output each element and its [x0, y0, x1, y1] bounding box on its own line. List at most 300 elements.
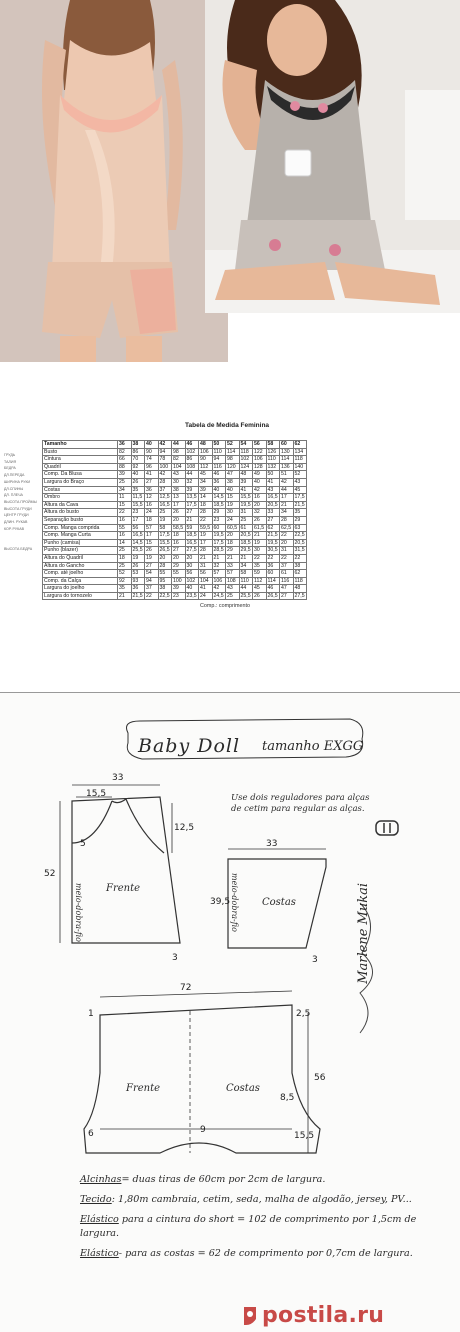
table-cell: 38: [158, 585, 172, 593]
table-cell: 33: [266, 509, 280, 517]
table-cell: 19: [253, 539, 267, 547]
table-cell: 106: [253, 456, 267, 464]
dim-crotch: 8,5: [280, 1093, 295, 1103]
table-cell: 16: [172, 539, 186, 547]
signature: Marlene Mukai: [356, 883, 371, 984]
side-label: ГРУДЬ: [4, 453, 16, 457]
table-cell: 18: [199, 501, 213, 509]
table-cell: 15: [145, 539, 159, 547]
size-header: 46: [185, 441, 199, 449]
side-label: ТАЛИЯ: [4, 459, 17, 464]
table-cell: 134: [293, 448, 307, 456]
table-cell: 21,5: [267, 532, 278, 539]
table-cell: 23: [131, 509, 145, 517]
table-cell: 23,5: [186, 592, 197, 599]
table-cell: 95: [158, 577, 172, 585]
size-header: 62: [293, 441, 307, 449]
header-label: Tamanho: [43, 441, 118, 449]
table-cell: 44: [185, 471, 199, 479]
table-cell: 31: [199, 562, 213, 570]
table-cell: 26,5: [267, 592, 278, 599]
table-cell: 55: [118, 524, 132, 532]
table-cell: 37: [145, 585, 159, 593]
table-cell: 61: [239, 524, 253, 532]
table-cell: 51: [280, 471, 294, 479]
table-cell: 36: [145, 486, 159, 494]
table-row: [43, 592, 307, 600]
satin-babydoll-photo: [0, 0, 228, 362]
table-cell: 16,5: [132, 532, 143, 539]
table-cell: 102: [239, 456, 253, 464]
table-cell: 52: [118, 570, 132, 578]
table-cell: 128: [253, 463, 267, 471]
row-label: Altura do Gancho: [43, 562, 118, 570]
table-cell: 42: [280, 478, 294, 486]
table-cell: 40: [212, 486, 226, 494]
satin-model-illustration: [0, 0, 228, 362]
table-cell: 30,5: [267, 547, 278, 554]
table-row: [43, 471, 307, 479]
table-cell: 42: [212, 585, 226, 593]
table-cell: 35: [131, 486, 145, 494]
table-cell: 20: [226, 532, 240, 540]
table-cell: 94: [145, 577, 159, 585]
front-fold-label: meio-dobra-fio: [74, 883, 83, 942]
size-header: 58: [266, 441, 280, 449]
table-cell: 39: [185, 486, 199, 494]
table-cell: 88: [118, 463, 132, 471]
table-cell: 20: [185, 554, 199, 562]
size-table: [42, 440, 307, 600]
side-label: [4, 539, 37, 546]
table-cell: 24: [226, 516, 240, 524]
table-cell: 140: [293, 463, 307, 471]
table-cell: 16: [253, 494, 267, 502]
table-cell: 43: [226, 585, 240, 593]
table-cell: 29,5: [240, 547, 251, 554]
table-cell: 25,5: [240, 592, 251, 599]
table-cell: 59,5: [200, 524, 211, 531]
row-label: Punho (blazer): [43, 547, 118, 555]
table-cell: 14: [199, 494, 213, 502]
row-label: Cintura: [43, 456, 118, 464]
table-cell: 38: [293, 562, 307, 570]
table-cell: 30: [185, 562, 199, 570]
table-cell: 60: [266, 570, 280, 578]
size-header: 52: [226, 441, 240, 449]
table-cell: 37: [158, 486, 172, 494]
table-cell: 44: [239, 585, 253, 593]
table-cell: 21: [199, 554, 213, 562]
row-label: Separação busto: [43, 516, 118, 524]
table-cell: 120: [226, 463, 240, 471]
size-header: 50: [212, 441, 226, 449]
table-cell: 26: [253, 516, 267, 524]
table-cell: 47: [226, 471, 240, 479]
table-cell: 28,5: [213, 547, 224, 554]
table-cell: 114: [226, 448, 240, 456]
grey-pajama-photo: [205, 0, 460, 313]
table-cell: 57: [145, 524, 159, 532]
pajama-model-illustration: [205, 0, 460, 313]
table-row: [43, 524, 307, 532]
table-cell: 33: [226, 562, 240, 570]
row-label: Largura do joelho: [43, 585, 118, 593]
table-cell: 31: [280, 547, 294, 555]
pattern-size: tamanho EXGG: [262, 739, 364, 754]
table-cell: 40: [226, 486, 240, 494]
shorts-front-label: Frente: [126, 1083, 161, 1094]
table-cell: 17: [280, 494, 294, 502]
table-cell: 94: [212, 456, 226, 464]
table-cell: 46: [266, 585, 280, 593]
table-cell: 17: [199, 539, 213, 547]
table-cell: 19,5: [240, 501, 251, 508]
table-cell: 34: [118, 486, 132, 494]
side-label: ВЫСОТА ГРУДИ: [4, 506, 32, 511]
dim-drop: 5: [80, 839, 86, 849]
table-cell: 96: [145, 463, 159, 471]
table-cell: 126: [266, 448, 280, 456]
table-cell: 27: [145, 562, 159, 570]
table-cell: 92: [131, 463, 145, 471]
table-cell: 78: [158, 456, 172, 464]
back-top-label: Costas: [262, 897, 296, 908]
table-cell: 29: [172, 562, 186, 570]
table-cell: 14,5: [132, 539, 143, 546]
table-row: [43, 532, 307, 540]
table-row: [43, 570, 307, 578]
table-cell: 25: [118, 547, 132, 555]
table-cell: 55: [158, 570, 172, 578]
table-cell: 118: [293, 577, 307, 585]
table-cell: 56: [185, 570, 199, 578]
table-cell: 60,5: [227, 524, 238, 531]
row-label: Largura do tornozelo: [43, 592, 118, 600]
table-cell: 38: [226, 478, 240, 486]
table-cell: 23: [212, 516, 226, 524]
table-cell: 28: [199, 547, 213, 555]
row-label: Comp. Da Blusa: [43, 471, 118, 479]
table-cell: 104: [172, 463, 186, 471]
table-cell: 136: [280, 463, 294, 471]
table-cell: 22,5: [294, 532, 305, 539]
table-cell: 106: [212, 577, 226, 585]
table-cell: 19,5: [213, 532, 224, 539]
regulator-note: Use dois reguladores para alças de cetim para regular as alças.: [231, 793, 370, 814]
table-cell: 35: [293, 509, 307, 517]
dim-front-height: 52: [44, 869, 56, 879]
table-cell: 29: [212, 509, 226, 517]
table-cell: 24: [199, 592, 213, 600]
table-cell: 108: [185, 463, 199, 471]
table-cell: 27,5: [186, 547, 197, 554]
table-cell: 34: [239, 562, 253, 570]
side-label: ЦЕНТР ГРУДИ: [4, 513, 29, 518]
table-row: [43, 478, 307, 486]
table-cell: 20,5: [267, 501, 278, 508]
table-row: [43, 554, 307, 562]
row-label: Altura do busto: [43, 509, 118, 517]
table-cell: 29: [226, 547, 240, 555]
table-row: [43, 448, 307, 456]
table-cell: 24,5: [213, 592, 224, 599]
table-cell: 11,5: [131, 494, 145, 502]
table-cell: 22: [280, 532, 294, 540]
table-cell: 13: [172, 494, 186, 502]
dim-strap: 12,5: [174, 823, 195, 833]
back-fold-label: meio-dobra-fio: [230, 873, 239, 932]
table-cell: 43: [172, 471, 186, 479]
note-fabric: Tecido: 1,80m cambraia, cetim, seda, malha de algodão, jersey, PV...: [80, 1194, 412, 1205]
table-cell: 30: [253, 547, 267, 555]
table-cell: 110: [266, 456, 280, 464]
postila-logo-icon: [240, 1305, 260, 1327]
side-label: ДЛ.СПИНЫ: [4, 486, 24, 491]
table-row: [43, 516, 307, 524]
table-cell: 16,5: [267, 494, 278, 501]
table-cell: 27: [266, 516, 280, 524]
table-cell: 98: [172, 448, 186, 456]
table-cell: 18,5: [213, 501, 224, 508]
table-cell: 57: [212, 570, 226, 578]
size-header: 54: [239, 441, 253, 449]
table-cell: 23: [172, 592, 186, 600]
table-cell: 122: [253, 448, 267, 456]
table-cell: 28: [199, 509, 213, 517]
row-label: Quadril: [43, 463, 118, 471]
table-cell: 15,5: [159, 539, 170, 546]
table-cell: 92: [118, 577, 132, 585]
table-cell: 40: [131, 471, 145, 479]
table-cell: 36: [266, 562, 280, 570]
size-header: 44: [172, 441, 186, 449]
table-cell: 14,5: [213, 494, 224, 501]
size-header: 40: [145, 441, 159, 449]
table-cell: 26: [253, 592, 267, 600]
row-label: Altura do Quadril: [43, 554, 118, 562]
table-row: [43, 486, 307, 494]
dim-back-hem: 3: [312, 955, 318, 965]
size-header: 60: [280, 441, 294, 449]
table-cell: 53: [131, 570, 145, 578]
shorts-back-label: Costas: [226, 1083, 260, 1094]
table-cell: 55: [172, 570, 186, 578]
note-elastic-back: Elástico- para as costas = 62 de comprimento por 0,7cm de largura.: [80, 1248, 413, 1259]
dim-waist-rise: 2,5: [296, 1009, 311, 1019]
row-label: Altura da Cava: [43, 501, 118, 509]
table-cell: 86: [131, 448, 145, 456]
table-cell: 104: [199, 577, 213, 585]
dim-front-hem: 3: [172, 953, 178, 963]
size-header: 36: [118, 441, 132, 449]
table-cell: 57: [226, 570, 240, 578]
table-cell: 21: [212, 554, 226, 562]
table-cell: 112: [199, 463, 213, 471]
table-cell: 48: [239, 471, 253, 479]
table-cell: 27,5: [294, 592, 305, 599]
table-cell: 32: [212, 562, 226, 570]
table-cell: 14: [118, 539, 132, 547]
table-cell: 16,5: [159, 501, 170, 508]
table-cell: 58: [158, 524, 172, 532]
table-cell: 114: [280, 456, 294, 464]
table-cell: 102: [185, 577, 199, 585]
table-cell: 106: [199, 448, 213, 456]
table-cell: 20: [280, 539, 294, 547]
dim-crotch-width: 15,5: [294, 1131, 315, 1141]
table-cell: 93: [131, 577, 145, 585]
table-cell: 40: [253, 478, 267, 486]
pattern-title: Baby Doll: [138, 735, 241, 757]
table-cell: 22: [266, 554, 280, 562]
table-cell: 61,5: [254, 524, 265, 531]
russian-side-labels: [4, 452, 37, 553]
table-cell: 18: [145, 516, 159, 524]
table-cell: 16: [118, 532, 132, 540]
table-cell: 25,5: [132, 547, 143, 554]
table-cell: 45: [253, 585, 267, 593]
table-cell: 25: [118, 562, 132, 570]
table-cell: 132: [266, 463, 280, 471]
table-cell: 47: [280, 585, 294, 593]
table-cell: 82: [118, 448, 132, 456]
table-cell: 20,5: [240, 532, 251, 539]
table-cell: 18: [172, 532, 186, 540]
table-cell: 62: [266, 524, 280, 532]
size-header: 38: [131, 441, 145, 449]
table-row: [43, 539, 307, 547]
table-cell: 20: [172, 554, 186, 562]
table-cell: 118: [293, 456, 307, 464]
table-cell: 25: [118, 478, 132, 486]
table-cell: 41: [145, 471, 159, 479]
note-elastic-waist: Elástico para a cintura do short = 102 de comprimento por 1,5cm de largura.: [80, 1214, 417, 1239]
row-label: Busto: [43, 448, 118, 456]
table-cell: 19: [145, 554, 159, 562]
table-cell: 50: [266, 471, 280, 479]
table-cell: 22: [280, 554, 294, 562]
row-label: Comp. Manga comprida: [43, 524, 118, 532]
table-cell: 22: [145, 592, 159, 600]
table-cell: 15: [226, 494, 240, 502]
table-cell: 118: [239, 448, 253, 456]
dim-inner: 9: [200, 1125, 206, 1135]
table-cell: 17: [131, 516, 145, 524]
table-cell: 59: [253, 570, 267, 578]
table-cell: 52: [293, 471, 307, 479]
table-cell: 41: [239, 486, 253, 494]
table-cell: 42: [253, 486, 267, 494]
table-cell: 39: [172, 585, 186, 593]
table-cell: 22: [293, 554, 307, 562]
table-cell: 43: [293, 478, 307, 486]
table-cell: 25: [226, 592, 240, 600]
table-cell: 45: [293, 486, 307, 494]
table-cell: 21: [280, 501, 294, 509]
table-cell: 27: [185, 509, 199, 517]
table-row: [43, 456, 307, 464]
table-cell: 30: [226, 509, 240, 517]
table-cell: 11: [118, 494, 132, 502]
size-header: 48: [199, 441, 213, 449]
dim-bottom: 6: [88, 1129, 94, 1139]
table-cell: 19: [131, 554, 145, 562]
table-cell: 22: [118, 509, 132, 517]
table-cell: 20: [158, 554, 172, 562]
row-label: Comp. da Calça: [43, 577, 118, 585]
table-cell: 17,5: [213, 539, 224, 546]
table-title: Tabela de Medida Feminina: [185, 422, 270, 429]
table-cell: 21: [226, 554, 240, 562]
table-cell: 30: [172, 478, 186, 486]
table-cell: 86: [185, 456, 199, 464]
table-cell: 39: [118, 471, 132, 479]
table-cell: 100: [158, 463, 172, 471]
table-cell: 26,5: [159, 547, 170, 554]
table-header-row: [43, 441, 307, 449]
table-cell: 43: [266, 486, 280, 494]
table-row: [43, 577, 307, 585]
table-cell: 19,5: [267, 539, 278, 546]
table-cell: 12,5: [159, 494, 170, 501]
table-cell: 37: [280, 562, 294, 570]
table-cell: 28: [280, 516, 294, 524]
table-cell: 31: [239, 509, 253, 517]
table-cell: 44: [280, 486, 294, 494]
table-row: [43, 562, 307, 570]
side-label: ВЫСОТА БЕДРА: [4, 546, 33, 551]
table-cell: 60: [212, 524, 226, 532]
table-cell: 98: [226, 456, 240, 464]
table-cell: 28: [158, 562, 172, 570]
table-cell: 19: [226, 501, 240, 509]
dim-neck: 15,5: [86, 789, 107, 799]
table-cell: 19: [199, 532, 213, 540]
side-label: ДЛ.ПЕРЕДА: [4, 473, 25, 478]
side-label: КОР. РУКАВ: [4, 526, 25, 531]
dim-back-width: 33: [266, 839, 278, 849]
table-cell: 102: [185, 448, 199, 456]
side-label: ШИРИНА РУКИ: [4, 479, 31, 484]
table-cell: 59: [185, 524, 199, 532]
watermark: [240, 1301, 460, 1331]
table-cell: 21: [253, 532, 267, 540]
table-cell: 21: [118, 592, 132, 600]
table-cell: 20: [253, 501, 267, 509]
table-cell: 112: [253, 577, 267, 585]
table-cell: 110: [212, 448, 226, 456]
table-row: [43, 501, 307, 509]
table-cell: 74: [145, 456, 159, 464]
size-header: 56: [253, 441, 267, 449]
side-label: ДЛ. ПЛЕЧА: [4, 493, 23, 498]
table-cell: 34: [280, 509, 294, 517]
table-cell: 12: [145, 494, 159, 502]
size-header: 42: [158, 441, 172, 449]
table-cell: 18: [226, 539, 240, 547]
table-cell: 27: [172, 547, 186, 555]
table-cell: 62: [293, 570, 307, 578]
pattern-sheet: [0, 692, 460, 1332]
table-cell: 108: [226, 577, 240, 585]
table-cell: 49: [253, 471, 267, 479]
table-cell: 62,5: [281, 524, 292, 531]
table-cell: 40: [185, 585, 199, 593]
table-cell: 90: [199, 456, 213, 464]
table-cell: 36: [212, 478, 226, 486]
side-label: БЕДРА: [4, 466, 16, 471]
